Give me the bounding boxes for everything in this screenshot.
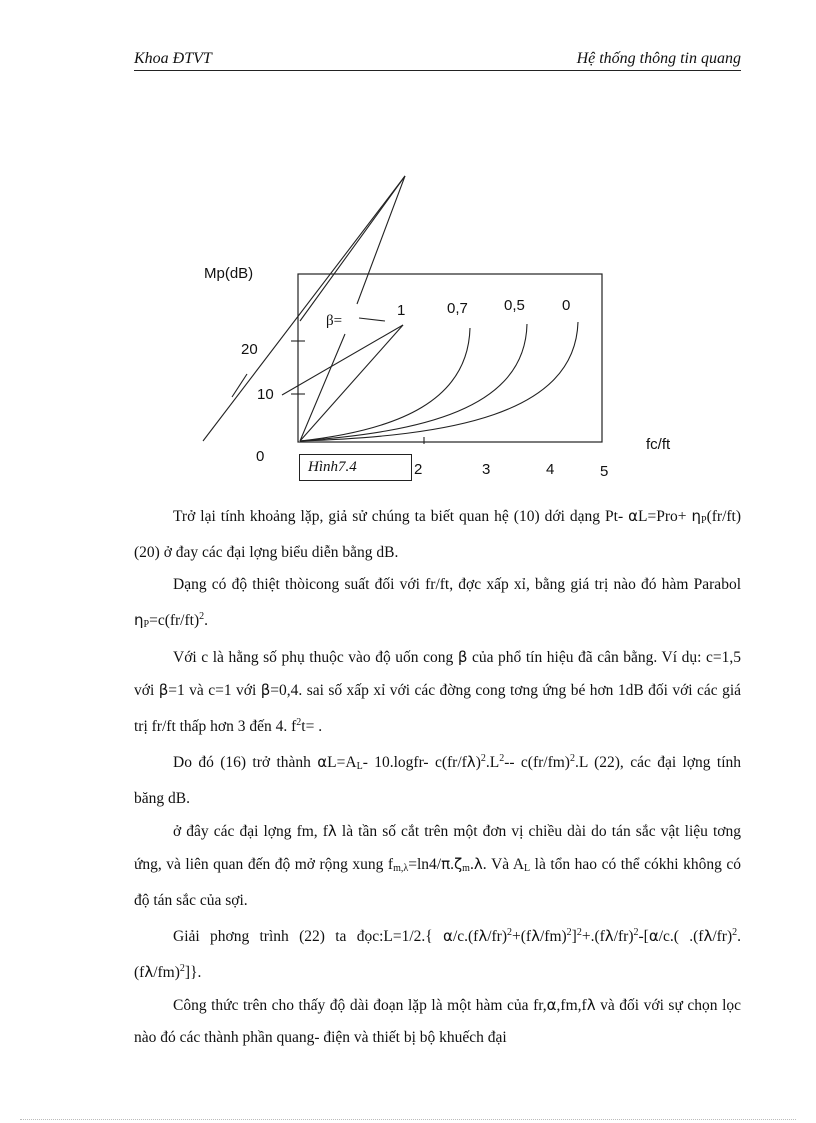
curve-label-0.5: 0,5: [504, 297, 525, 314]
curve-beta-0: [300, 322, 578, 441]
paragraph-4: Do đó (16) trở thành $\alpha L=A_L-$ 10.logfr- $c(fr/f\lambda)^2.L^2--$ $c(fr/fm)^2.L$ (22), các đại lợng tính băng dB.: [134, 753, 742, 807]
curve-beta-0.5: [300, 324, 527, 441]
paragraph-2: Dạng có độ thiệt thòicong suất đối với fr/ft, đợc xấp xỉ, bằng giá trị nào đó hàm Parabol $\eta_P=c(fr/ft)^2$.: [134, 576, 741, 630]
beta-label: β=: [326, 313, 343, 329]
y-tick-label-10: 10: [257, 386, 274, 403]
curve-label-0.7: 0,7: [447, 300, 468, 317]
paragraph-6: Giải phơng trình (22) ta đọc:L=1/2.{ $\alpha/c.(f\lambda/fr)^2+(f\lambda/fm)^2]^2+.(f\lambda/fr)^2-[\alpha/c$.( $.(f\lambda/fr)^2.(f\lambda/fm)^2$]}.: [134, 927, 741, 981]
figure-chart: [0, 0, 816, 500]
y-tick-label-20: 20: [241, 341, 258, 358]
stroke-e: [300, 325, 403, 441]
figure-caption-box: [299, 454, 412, 481]
x-tick-label-3: 3: [482, 461, 491, 478]
stroke-c: [357, 176, 405, 304]
x-tick-label-5: 5: [600, 463, 609, 480]
curve-label-1: 1: [397, 302, 406, 319]
page-bottom-rule: [20, 1119, 796, 1120]
paragraph-3: Với c là hằng số phụ thuộc vào độ uốn cong β của phổ tín hiệu đã cân bằng. Ví dụ: c=1,5 với β=1 và c=1 với β=0,4. sai số xấp xỉ với các đờng cong tơng ứng bé hơn 1dB đối với các giá trị fr/ft thấp hơn 3 đến 4. $f^2t=$ .: [134, 648, 742, 735]
curve-label-0: 0: [562, 297, 571, 314]
figure-caption: Hình7.4: [308, 459, 357, 475]
stroke-b: [300, 176, 405, 321]
header-title: Hệ thống thông tin quang: [576, 50, 741, 67]
body-text: [134, 500, 741, 1054]
paragraph-1: Trở lại tính khoảng lặp, giả sử chúng ta biết quan hệ (10) dới dạng Pt- $\alpha L=Pro+ \eta_P(fr/ft)$ (20) ở đay các đại lợng biểu diễn bằng dB.: [134, 507, 742, 561]
stroke-d: [359, 318, 385, 321]
header-department: Khoa ĐTVT: [134, 50, 212, 67]
stroke-a: [203, 176, 405, 441]
x-tick-label-2: 2: [414, 461, 423, 478]
y-tick-label-0: 0: [256, 448, 265, 465]
stroke-g: [300, 334, 345, 441]
y-axis-label: Mp(dB): [204, 265, 254, 282]
stroke-f: [282, 325, 403, 395]
paragraph-5: ở đây các đại lợng fm, fλ là tần số cắt trên một đơn vị chiều dài do tán sắc vật liệu tơng ứng, và liên quan đến độ mở rộng xung $f_{m,\lambda}=\ln 4/\pi.\zeta_m.\lambda$. Và $A_L$ là tổn hao có thể cókhi không có độ tán sắc của sợi.: [134, 822, 742, 909]
x-tick-label-4: 4: [546, 461, 555, 478]
paragraph-7: Công thức trên cho thấy độ dài đoạn lặp là một hàm của fr,α,fm,fλ và đối với sự chọn lọc nào đó các thành phần quang- điện và thiết bị bộ khuếch đại: [134, 996, 742, 1046]
x-axis-label: fc/ft: [646, 436, 671, 453]
